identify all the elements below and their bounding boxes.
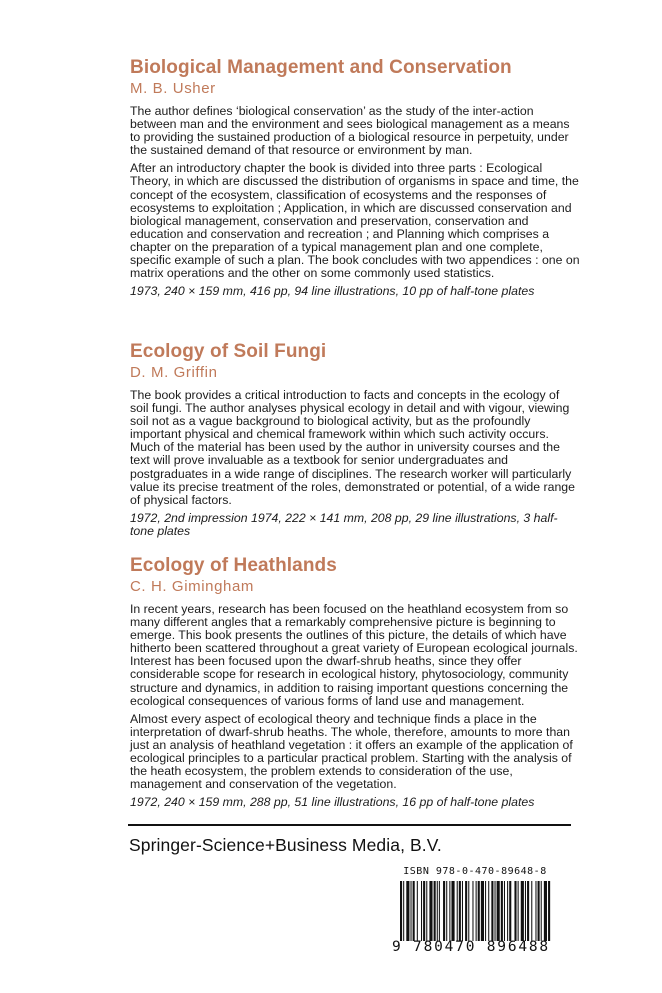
barcode-bar — [491, 881, 493, 941]
barcode-bar — [525, 881, 526, 941]
book-entry-soil-fungi — [130, 342, 580, 539]
description-paragraph: Almost every aspect of ecological theory and technique finds a place in the interpretation of dwarf-shrub heaths. The whole, therefore, amounts to more than just an analysis of heathland vegetation : it offers an example of the application of ecological principles to a particular practical problem. Starting with the analysis of the heath ecosystem, the problem extends to consideration of the use, management and conservation of the vegetation. — [130, 711, 573, 792]
barcode-bar — [426, 881, 427, 941]
barcode-bar — [443, 881, 445, 941]
barcode-bar — [521, 881, 524, 941]
barcode-graphic — [392, 881, 558, 941]
barcode-bar — [548, 881, 550, 941]
description-paragraph: The book provides a critical introduction to facts and concepts in the ecology of soil fungi. The author analyses physical ecology in detail and with vigour, viewing soil not as a vague background to biological activity, but as the profoundly important physical and chemical framework within which such activity occurs. Much of the material has been used by the author in university courses and the text will prove invaluable as a textbook for senior undergraduates and postgraduates in a wide range of disciplines. The research worker will particularly value its precise treatment of the roles, demonstrated or potential, of a wide range of physical factors. — [130, 388, 575, 507]
book-specifications: 1973, 240 × 159 mm, 416 pp, 94 line illustrations, 10 pp of half-tone plates — [130, 284, 535, 299]
barcode-bar — [451, 881, 454, 941]
barcode-bar — [417, 881, 418, 941]
book-author: D. M. Griffin — [130, 364, 218, 381]
barcode-bar — [501, 881, 503, 941]
barcode-bar — [459, 881, 461, 941]
barcode-bar — [437, 881, 438, 941]
barcode-bar — [457, 881, 458, 941]
barcode-bar — [504, 881, 505, 941]
barcode-bar — [476, 881, 477, 941]
barcode-bar — [413, 881, 415, 941]
barcode-bar — [434, 881, 436, 941]
book-title: Ecology of Soil Fungi — [130, 341, 327, 362]
barcode-bar — [535, 881, 536, 941]
barcode-bar — [446, 881, 447, 941]
book-entry-biological-management — [130, 58, 580, 299]
barcode-bar — [423, 881, 425, 941]
barcode-bar — [495, 881, 496, 941]
book-author: C. H. Gimingham — [130, 578, 255, 595]
description-paragraph: The author defines ‘biological conservation’ as the study of the inter-action between man and the environment and sees biological management as a means to providing the sustained production of a biological resource in perpetuity, under the sustained demand of that resource or environment by man. — [130, 104, 570, 158]
barcode-bar — [488, 881, 489, 941]
book-title: Biological Management and Conservation — [130, 57, 512, 78]
barcode-bar — [541, 881, 542, 941]
barcode-bar — [497, 881, 500, 941]
barcode-bar — [478, 881, 480, 941]
barcode-bar — [465, 881, 467, 941]
barcode-bar — [538, 881, 540, 941]
isbn-label: ISBN 978-0-470-89648-8 — [403, 866, 547, 877]
description-paragraph: After an introductory chapter the book is divided into three parts : Ecological Theory, in which are discussed the distribution of organisms in space and time, the concept of the ecosystem, classification of ecosystems and the responses of ecosystems to exploitation ; Application, in which are discussed conservation and biological management, conservation and preservation, conservation and education and conservation and recreation ; and Planning which comprises a chapter on the preparation of a typical management plan and one complete, specific example of such a plan. The book concludes with two appendices : one on matrix operations and the other on some commonly used statistics. — [130, 161, 580, 281]
barcode-bar — [544, 881, 547, 941]
publisher-name: Springer-Science+Business Media, B.V. — [129, 835, 442, 855]
barcode-bar — [514, 881, 516, 941]
barcode-bar — [481, 881, 484, 941]
divider-rule — [128, 824, 571, 826]
barcode-bar — [462, 881, 463, 941]
barcode-bar — [507, 881, 508, 941]
barcode-bar — [468, 881, 469, 941]
barcode-bar — [509, 881, 511, 941]
barcode-bar — [421, 881, 422, 941]
barcode-bar — [449, 881, 450, 941]
barcode-bar — [527, 881, 529, 941]
barcode-bar — [406, 881, 409, 941]
book-specifications: 1972, 240 × 159 mm, 288 pp, 51 line illustrations, 16 pp of half-tone plates — [130, 795, 535, 810]
book-specifications: 1972, 2nd impression 1974, 222 × 141 mm, 208 pp, 29 line illustrations, 3 half-tone plates — [130, 510, 558, 539]
book-title: Ecology of Heathlands — [130, 555, 337, 576]
barcode-bar — [403, 881, 404, 941]
barcode-bar — [518, 881, 519, 941]
ean-number: 9 780470 896488 — [392, 939, 550, 955]
barcode-bar — [472, 881, 473, 941]
barcode-bar — [439, 881, 440, 941]
barcode-bar — [485, 881, 486, 941]
book-author: M. B. Usher — [130, 80, 216, 97]
barcode-bar — [531, 881, 532, 941]
description-paragraph: In recent years, research has been focused on the heathland ecosystem from so many different angles that a remarkably comprehensive picture is beginning to emerge. This book presents the outlines of this picture, the details of which have hitherto been scattered throughout a great variety of European ecological journals. Interest has been focused upon the dwarf-shrub heaths, since they offer considerable scope for research in ecological history, phytosociology, community structure and dynamics, in addition to raising important questions concerning the ecological consequences of various forms of land use and management. — [130, 602, 578, 708]
barcode-bar — [411, 881, 412, 941]
isbn-barcode-block — [392, 866, 558, 958]
book-entry-heathlands — [130, 556, 580, 810]
barcode-bar — [400, 881, 402, 941]
barcode-bar — [429, 881, 432, 941]
